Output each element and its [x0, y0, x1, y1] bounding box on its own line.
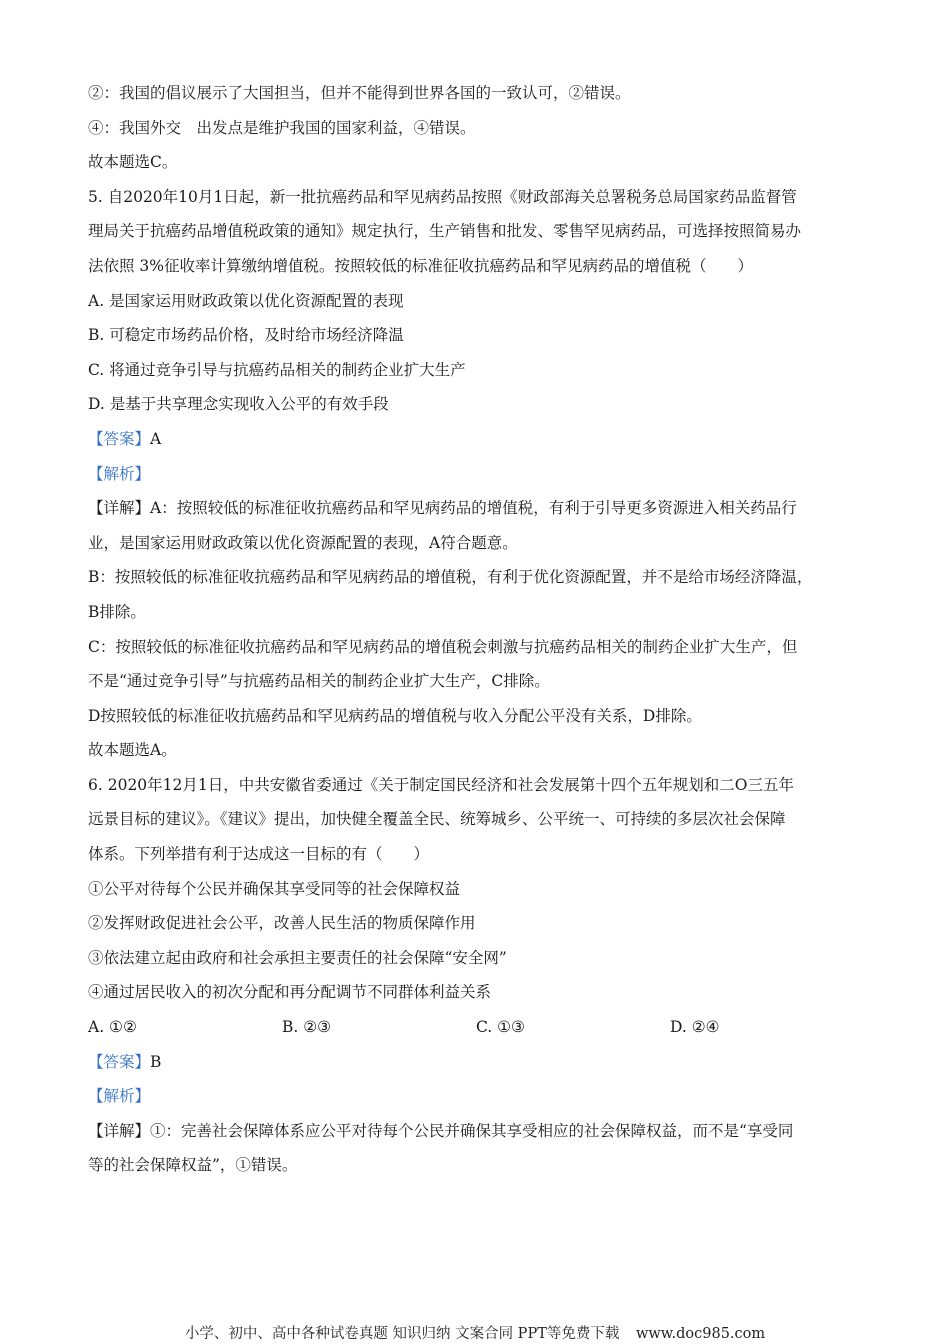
- question-6-statement: ③依法建立起由政府和社会承担主要责任的社会保障“安全网”: [88, 948, 507, 967]
- question-5-option-c: C. 将通过竞争引导与抗癌药品相关的制药企业扩大生产: [88, 360, 466, 379]
- question-6-answer: [88, 1045, 878, 1080]
- answer-value: A: [150, 429, 162, 448]
- question-5-answer: [88, 422, 878, 457]
- question-5-stem: 5. 自2020年10月1日起，新一批抗癌药品和罕见病药品按照《财政部海关总署税务总局国家药品监督管: [88, 187, 797, 206]
- option-a: A. ①②: [88, 1018, 137, 1037]
- page-footer: [0, 1322, 950, 1343]
- question-5-stem: 理局关于抗癌药品增值税政策的通知》规定执行，生产销售和批发、零售罕见病药品，可选择按照简易办: [88, 222, 802, 241]
- question-6-options: [88, 1010, 878, 1045]
- text-line: ②：我国的倡议展示了大国担当，但并不能得到世界各国的一致认可，②错误。: [88, 84, 631, 102]
- question-6-stem: 体系。下列举措有利于达成这一目标的有（ ）: [88, 845, 430, 864]
- text-line: 故本题选A。: [88, 741, 177, 760]
- question-5-option-a: A. 是国家运用财政政策以优化资源配置的表现: [88, 291, 404, 310]
- question-6-statement: ④通过居民收入的初次分配和再分配调节不同群体利益关系: [88, 983, 492, 1002]
- explanation-line: 业，是国家运用财政政策以优化资源配置的表现，A符合题意。: [88, 533, 518, 552]
- analysis-label: 【解析】: [88, 1087, 151, 1106]
- question-5-stem: 法依照 3%征收率计算缴纳增值税。按照较低的标准征收抗癌药品和罕见病药品的增值税（ ）: [88, 256, 754, 275]
- question-6-statement: ②发挥财政促进社会公平，改善人民生活的物质保障作用: [88, 914, 476, 933]
- question-6-statement: ①公平对待每个公民并确保其享受同等的社会保障权益: [88, 879, 461, 898]
- explanation-line: B：按照较低的标准征收抗癌药品和罕见病药品的增值税，有利于优化资源配置，并不是给市场经济降温，: [88, 568, 813, 587]
- analysis-label: 【解析】: [88, 464, 151, 483]
- option-c: C. ①③: [476, 1018, 525, 1037]
- question-5-option-b: B. 可稳定市场药品价格，及时给市场经济降温: [88, 326, 404, 345]
- question-5-option-d: D. 是基于共享理念实现收入公平的有效手段: [88, 395, 389, 414]
- footer-text: 小学、初中、高中各种试卷真题 知识归纳 文案合同 PPT等免费下载: [184, 1326, 620, 1342]
- answer-value: B: [150, 1052, 162, 1071]
- explanation-line: 不是“通过竞争引导”与抗癌药品相关的制药企业扩大生产，C排除。: [88, 672, 550, 691]
- explanation-line: B排除。: [88, 602, 146, 621]
- explanation-line: D按照较低的标准征收抗癌药品和罕见病药品的增值税与收入分配公平没有关系，D排除。: [88, 706, 702, 725]
- document-page: [88, 76, 878, 1183]
- text-line: 故本题选C。: [88, 153, 178, 172]
- question-6-stem: 6. 2020年12月1日，中共安徽省委通过《关于制定国民经济和社会发展第十四个五年规划和二O三五年: [88, 775, 794, 794]
- answer-label: 【答案】: [88, 429, 151, 448]
- explanation-line: 【详解】A：按照较低的标准征收抗癌药品和罕见病药品的增值税，有利于引导更多资源进入相关药品行: [88, 499, 797, 518]
- option-b: B. ②③: [282, 1018, 332, 1037]
- explanation-line: C：按照较低的标准征收抗癌药品和罕见病药品的增值税会刺激与抗癌药品相关的制药企业扩大生产，但: [88, 637, 798, 656]
- explanation-line: 【详解】①：完善社会保障体系应公平对待每个公民并确保其享受相应的社会保障权益，而不是“享受同: [88, 1121, 794, 1140]
- option-d: D. ②④: [670, 1018, 720, 1037]
- explanation-line: 等的社会保障权益”，①错误。: [88, 1156, 298, 1175]
- text-line: ④：我国外交 出发点是维护我国的国家利益，④错误。: [88, 118, 476, 137]
- question-6-stem: 远景目标的建议》。《建议》提出，加快健全覆盖全民、统筹城乡、公平统一、可持续的多层次社会保障: [88, 810, 786, 829]
- footer-link[interactable]: www.doc985.com: [635, 1326, 766, 1342]
- answer-label: 【答案】: [88, 1052, 151, 1071]
